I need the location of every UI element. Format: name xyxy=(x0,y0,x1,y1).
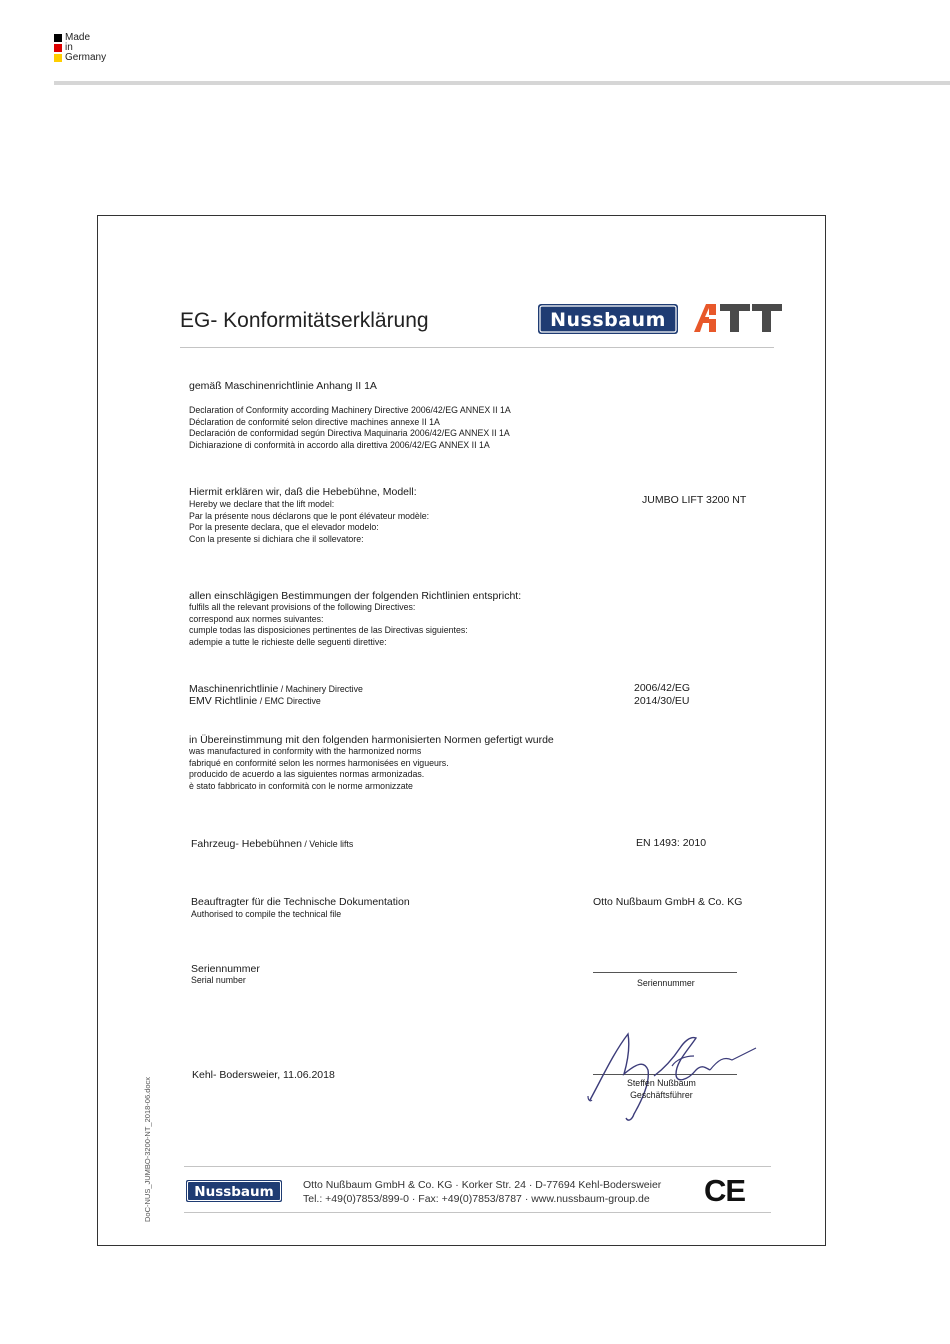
nussbaum-logo-text: Nussbaum xyxy=(550,309,666,331)
att-logo xyxy=(692,304,784,332)
made-in-germany-badge xyxy=(54,33,106,63)
translation-line: Por la presente declara, que el elevador modelo: xyxy=(189,522,379,532)
vehicle-lifts-de: Fahrzeug- Hebebühnen xyxy=(191,838,302,850)
footer-nussbaum-logo xyxy=(186,1180,282,1202)
directive-value-emc: 2014/30/EU xyxy=(634,695,690,707)
vehicle-lifts-en: / Vehicle lifts xyxy=(301,839,354,849)
footer-line-1: Otto Nußbaum GmbH & Co. KG · Korker Str. 24 · D-77694 Kehl-Bodersweier xyxy=(303,1179,662,1191)
signer-role: Geschäftsführer xyxy=(630,1089,693,1100)
title-divider xyxy=(180,347,774,348)
model-name: JUMBO LIFT 3200 NT xyxy=(642,494,747,506)
provisions-translations xyxy=(189,602,468,648)
ce-mark: CE xyxy=(704,1173,746,1208)
directive-row-machinery xyxy=(189,683,363,695)
flag-gold-square xyxy=(54,54,62,62)
directive-de: EMV Richtlinie xyxy=(189,695,258,707)
norm-value: EN 1493: 2010 xyxy=(636,837,707,849)
provisions-heading: allen einschlägigen Bestimmungen der folgenden Richtlinien entspricht: xyxy=(189,590,522,602)
document-title: EG- Konformitätserklärung xyxy=(180,309,429,332)
serial-de: Seriennummer xyxy=(191,963,260,975)
att-logo-text: ATT xyxy=(692,304,694,305)
header-divider xyxy=(54,81,950,85)
signer-block xyxy=(627,1078,696,1101)
documentation-value: Otto Nußbaum GmbH & Co. KG xyxy=(593,896,743,908)
translation-line: Déclaration de conformité selon directive machines annexe II 1A xyxy=(189,416,440,427)
directive-row-emc xyxy=(189,695,321,707)
document-id-vertical: DoC-NUS_JUMBO-3200-NT_2018-06.docx xyxy=(143,1076,152,1222)
serial-line xyxy=(593,972,737,973)
footer-nussbaum-logo-text: Nussbaum xyxy=(194,1184,274,1200)
made-in-line-3: Germany xyxy=(65,52,107,63)
declare-translations xyxy=(189,499,429,545)
flag-black-square xyxy=(54,34,62,42)
declare-heading: Hiermit erklären wir, daß die Hebebühne, Modell: xyxy=(189,486,417,498)
documentation-en: Authorised to compile the technical file xyxy=(191,909,342,919)
vehicle-lifts-label xyxy=(191,838,353,850)
translation-line: correspond aux normes suivantes: xyxy=(189,613,324,624)
footer-address xyxy=(303,1178,661,1206)
directive-value-machinery: 2006/42/EG xyxy=(634,682,691,694)
translation-line: fulfils all the relevant provisions of the following Directives: xyxy=(189,602,416,612)
norms-translations xyxy=(189,746,449,792)
signature-image xyxy=(584,1030,764,1122)
made-in-line-1: Made xyxy=(65,32,91,43)
signer-name: Steffen Nußbaum xyxy=(627,1078,696,1088)
directive-de: Maschinenrichtlinie xyxy=(189,683,279,695)
place-date: Kehl- Bodersweier, 11.06.2018 xyxy=(192,1069,335,1081)
flag-red-square xyxy=(54,44,62,52)
directive-en: / Machinery Directive xyxy=(278,684,363,694)
directive-en: / EMC Directive xyxy=(257,696,321,706)
norms-heading: in Übereinstimmung mit den folgenden harmonisierten Normen gefertigt wurde xyxy=(189,734,554,746)
translation-line: was manufactured in conformity with the harmonized norms xyxy=(189,746,422,756)
made-in-line-2: in xyxy=(65,42,73,53)
serial-line-label: Seriennummer xyxy=(637,978,695,988)
documentation-de: Beauftragter für die Technische Dokumentation xyxy=(191,896,410,908)
translation-line: cumple todas las disposiciones pertinentes de las Directivas siguientes: xyxy=(189,625,468,635)
translation-line: Con la presente si dichiara che il sollevatore: xyxy=(189,533,364,544)
footer-line-2: Tel.: +49(0)7853/899-0 · Fax: +49(0)7853/8787 · www.nussbaum-group.de xyxy=(303,1193,650,1205)
translation-line: è stato fabbricato in conformità con le norme armonizzate xyxy=(189,780,413,791)
translation-line: Par la présente nous déclarons que le pont élévateur modèle: xyxy=(189,510,430,521)
translation-line: fabriqué en conformité selon les normes harmonisées en vigueurs. xyxy=(189,757,449,768)
translation-line: producido de acuerdo a las siguientes normas armonizadas. xyxy=(189,769,425,779)
translation-line: Dichiarazione di conformità in accordo alla direttiva 2006/42/EG ANNEX II 1A xyxy=(189,439,490,450)
translation-line: adempie a tutte le richieste delle seguenti direttive: xyxy=(189,636,387,647)
serial-en: Serial number xyxy=(191,975,246,985)
directive-translations xyxy=(189,405,511,451)
translation-line: Hereby we declare that the lift model: xyxy=(189,499,335,509)
translation-line: Declaración de conformidad según Directiva Maquinaria 2006/42/EG ANNEX II 1A xyxy=(189,428,510,438)
footer-divider-top xyxy=(184,1166,771,1167)
nussbaum-logo xyxy=(538,304,678,334)
directive-heading: gemäß Maschinenrichtlinie Anhang II 1A xyxy=(189,380,377,392)
translation-line: Declaration of Conformity according Machinery Directive 2006/42/EG ANNEX II 1A xyxy=(189,405,511,415)
footer-divider-bottom xyxy=(184,1212,771,1213)
